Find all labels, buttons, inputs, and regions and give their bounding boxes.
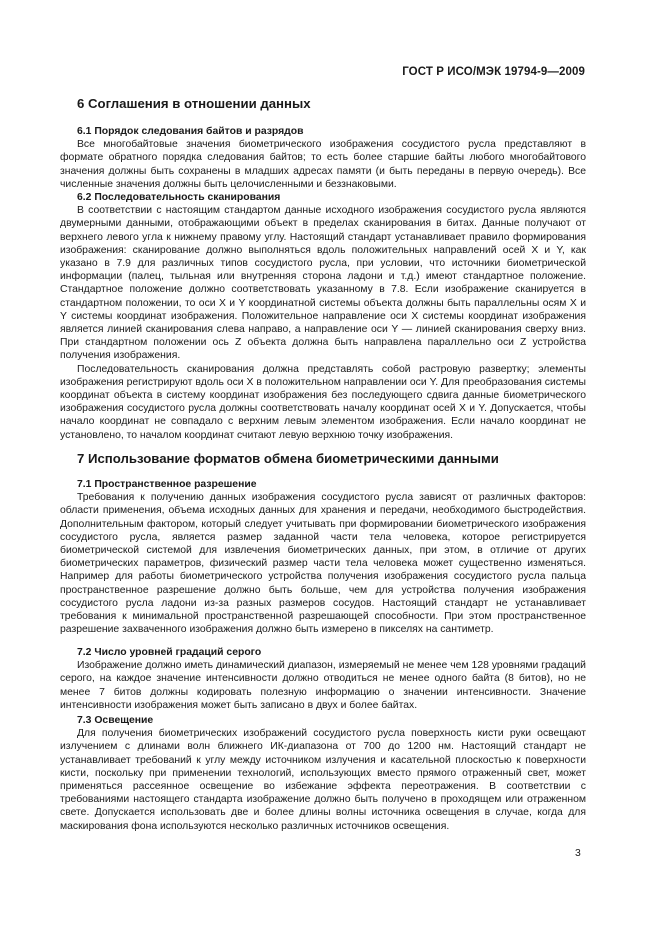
paragraph-7-2-1: Изображение должно иметь динамический диапазон, измеряемый не менее чем 128 уровнями градаций серого, на каждое значение интенсивности должно отводиться не менее одного байта (8 битов), но не менее 7 битов должны кодировать полезную информацию о значении интенсивности. Значение интенсивности изображения может быть записано в двух и более байтах.: [60, 660, 586, 711]
section-7-title-block: [60, 450, 586, 467]
subsection-7-2-title: 7.2 Число уровней градаций серого: [77, 647, 262, 658]
document-id-header: ГОСТ Р ИСО/МЭК 19794-9—2009: [402, 66, 585, 78]
section-6-2: [60, 191, 586, 442]
paragraph-6-2-2: Последовательность сканирования должна представлять собой растровую развертку; элементы изображения регистрируют вдоль оси X в положительном направлении оси Y. Для преобразования системы координат объекта в систему координат изображения без последующего сдвига данные биометрического изображения сосудистого русла должны соответствовать началу координат осей X и Y. Допускается, чтобы начало координат не совпадало с верхним левым элементом изображения. Если начало координат не установлено, то началом координат считают левую верхнюю точку изображения.: [60, 363, 586, 441]
section-7-title: 7 Использование форматов обмена биометрическими данными: [77, 451, 499, 466]
section-6-title-block: [60, 95, 586, 112]
paragraph-7-3-1: Для получения биометрических изображений сосудистого русла поверхность кисти руки освещают излучением с длинами волн ближнего ИК-диапазона от 700 до 1200 нм. Настоящий стандарт не устанавливает требований к углу между источником излучения и касательной плоскостью к поверхности кисти, поскольку при применении технологий, использующих вместо прямого отраженный свет, может применяться рассеянное освещение во избежание эффекта переотражения. В соответствии с требованиями настоящего стандарта изображение должно быть получено в проходящем или отраженном свете. Допускается использовать две и более длины волны источника освещения в случае, когда для маскирования фона используются несколько различных источников освещения.: [60, 728, 586, 832]
subsection-6-1-title: 6.1 Порядок следования байтов и разрядов: [77, 126, 304, 137]
paragraph-6-2-1: В соответствии с настоящим стандартом данные исходного изображения сосудистого русла являются двумерными данными, отображающими объект в пределах сканирования в битах. Данные получают от верхнего левого угла к нижнему правому углу. Настоящий стандарт устанавливает правило формирования изображения: сканирование должно выполняться вдоль положительных направлений осей X и Y, как указано в 7.9 для различных типов сосудистого русла, при условии, что источники биометрической информации (палец, тыльная или внутренняя сторона ладони и т.д.) имеют стандартное положение. Стандартное положение должно соответствовать указанному в 7.8. Если изображение сканируется в стандартном положении, то оси X и Y координатной системы объекта должны быть параллельны осям X и Y системы координат изображения. Положительное направление оси X системы координат изображения является линией сканирования слева направо, а направление оси Y — линией сканирования сверху вниз. При стандартном положении ось Z объекта должна быть направлена параллельно оси Z устройства получения изображения.: [60, 205, 586, 362]
paragraph-7-1-1: Требования к получению данных изображения сосудистого русла зависят от различных факторов: области применения, объема исходных данных для хранения и передачи, необходимого быстродействия. Дополнительным фактором, который следует учитывать при формировании биометрического изображения сосудистого русла, является размер заданной части тела человека, которое регистрируется биометрической системой для извлечения биометрических данных, при этом, в отличие от других биометрических параметров, физический размер части тела человека может существенно изменяться. Например для работы биометрического устройства получения изображения сосудистого русла пальца пространственное разрешение должно быть больше, чем для устройства получения изображения сосудистого русла ладони из-за разных размеров сосудов. Настоящий стандарт не устанавливает требования к минимальной пространственной разрешающей способности. При этом пространственное разрешение захваченного изображения должно быть измерено в пикселях на сантиметр.: [60, 492, 586, 636]
section-7-2: [60, 646, 586, 712]
subsection-7-1-title: 7.1 Пространственное разрешение: [77, 479, 257, 490]
subsection-7-3-title: 7.3 Освещение: [77, 715, 154, 726]
section-6-title: 6 Соглашения в отношении данных: [77, 96, 311, 111]
section-6-1: [60, 125, 586, 191]
section-7-1: [60, 478, 586, 636]
page-number: 3: [575, 848, 581, 859]
section-7-3: [60, 714, 586, 833]
subsection-6-2-title: 6.2 Последовательность сканирования: [77, 192, 281, 203]
paragraph-6-1-1: Все многобайтовые значения биометрического изображения сосудистого русла представляют в формате обратного порядка следования байтов; то есть более старшие байты любого многобайтового значения должны быть сохранены в младших адресах памяти (и быть переданы в первую очередь). Все численные значения должны быть целочисленными и беззнаковыми.: [60, 139, 586, 190]
